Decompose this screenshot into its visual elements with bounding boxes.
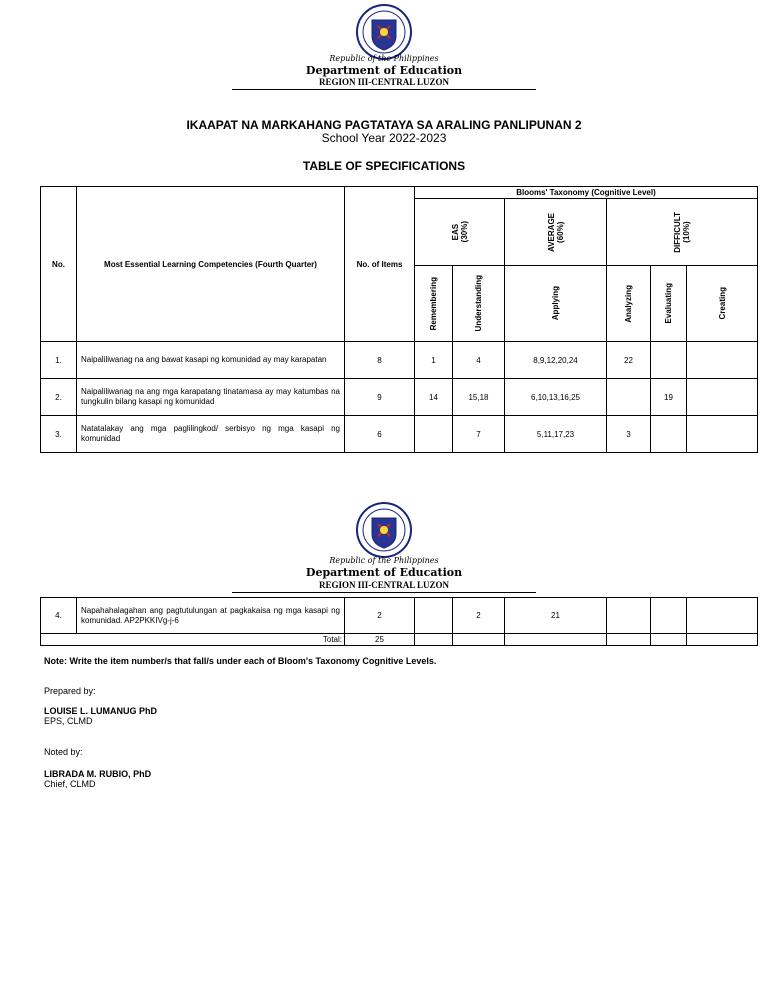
level-creating: Creating: [687, 266, 758, 342]
department-text: Department of Education: [305, 566, 463, 579]
cell-applying: 8,9,12,20,24: [505, 342, 607, 379]
col-no-header: No.: [41, 187, 77, 342]
cell-analyzing: 22: [607, 342, 651, 379]
level-analyzing: Analyzing: [607, 266, 651, 342]
row-no: 3.: [41, 416, 77, 453]
cell-analyzing: 3: [607, 416, 651, 453]
level-applying: Applying: [505, 266, 607, 342]
document-title: IKAAPAT NA MARKAHANG PAGTATAYA SA ARALING PANLIPUNAN 2: [186, 118, 582, 132]
col-items-header: No. of Items: [345, 187, 415, 342]
row-no: 2.: [41, 379, 77, 416]
cell-evaluating: [651, 598, 687, 634]
cell-analyzing: [607, 379, 651, 416]
cell-creating: [687, 379, 758, 416]
total-row: [41, 634, 758, 646]
cell-remembering: 14: [415, 379, 453, 416]
prepared-name: LOUISE L. LUMANUG PhD: [44, 706, 157, 716]
department-text: Department of Education: [305, 64, 463, 77]
noted-name: LIBRADA M. RUBIO, PhD: [44, 769, 152, 779]
cell-creating: [687, 342, 758, 379]
cell-applying: 5,11,17,23: [505, 416, 607, 453]
cell-understanding: 7: [453, 416, 505, 453]
level-evaluating: Evaluating: [651, 266, 687, 342]
deped-seal-logo: [356, 502, 412, 558]
header-divider: [232, 592, 536, 593]
table-row: [41, 416, 758, 453]
header-divider: [232, 89, 536, 90]
row-items: 9: [345, 379, 415, 416]
row-no: 4.: [41, 598, 77, 634]
republic-text: Republic of the Philippines: [329, 556, 439, 565]
note-text: Note: Write the item number/s that fall/s under each of Bloom's Taxonomy Cognitive Levels.: [44, 656, 437, 666]
group-difficult: DIFFICULT (10%): [607, 199, 758, 266]
region-text: REGION III-CENTRAL LUZON: [318, 77, 450, 87]
region-text: REGION III-CENTRAL LUZON: [318, 580, 450, 590]
cell-remembering: 1: [415, 342, 453, 379]
noted-label: Noted by:: [44, 747, 83, 757]
table-row: [41, 342, 758, 379]
total-value: 25: [345, 634, 415, 646]
cell-remembering: [415, 598, 453, 634]
cell-analyzing: [607, 598, 651, 634]
specs-table: [40, 186, 758, 453]
noted-title: Chief, CLMD: [44, 779, 96, 789]
table-row: [41, 598, 758, 634]
row-competency: Napahahalagahan ang pagtutulungan at pagkakaisa ng mga kasapi ng komunidad. AP2PKKIVg-j-6: [77, 598, 345, 634]
prepared-label: Prepared by:: [44, 686, 96, 696]
school-year: School Year 2022-2023: [321, 131, 447, 145]
cell-evaluating: [651, 342, 687, 379]
row-items: 8: [345, 342, 415, 379]
row-competency: Naipaliliwanag na ang bawat kasapi ng komunidad ay may karapatan: [77, 342, 345, 379]
cell-evaluating: 19: [651, 379, 687, 416]
row-competency: Natatalakay ang mga paglilingkod/ serbisyo ng mga kasapi ng komunidad: [77, 416, 345, 453]
cell-applying: 21: [505, 598, 607, 634]
total-label: Total:: [41, 634, 345, 646]
specs-table-continued: [40, 597, 758, 646]
cell-applying: 6,10,13,16,25: [505, 379, 607, 416]
col-competency-header: Most Essential Learning Competencies (Fourth Quarter): [77, 187, 345, 342]
level-remembering: Remembering: [415, 266, 453, 342]
cell-evaluating: [651, 416, 687, 453]
prepared-title: EPS, CLMD: [44, 716, 93, 726]
cell-creating: [687, 598, 758, 634]
row-competency: Naipaliliwanag na ang mga karapatang tinatamasa ay may katumbas na tungkulin bilang kasapi ng komunidad: [77, 379, 345, 416]
row-items: 2: [345, 598, 415, 634]
group-average: AVERAGE (60%): [505, 199, 607, 266]
table-row: [41, 379, 758, 416]
cell-remembering: [415, 416, 453, 453]
level-understanding: Understanding: [453, 266, 505, 342]
table-subtitle: TABLE OF SPECIFICATIONS: [302, 159, 466, 173]
cell-creating: [687, 416, 758, 453]
row-no: 1.: [41, 342, 77, 379]
group-eas: EAS (30%): [415, 199, 505, 266]
cell-understanding: 2: [453, 598, 505, 634]
republic-text: Republic of the Philippines: [329, 54, 439, 63]
deped-seal-logo: [356, 4, 412, 60]
cell-understanding: 4: [453, 342, 505, 379]
blooms-header: Blooms' Taxonomy (Cognitive Level): [415, 187, 758, 199]
cell-understanding: 15,18: [453, 379, 505, 416]
row-items: 6: [345, 416, 415, 453]
